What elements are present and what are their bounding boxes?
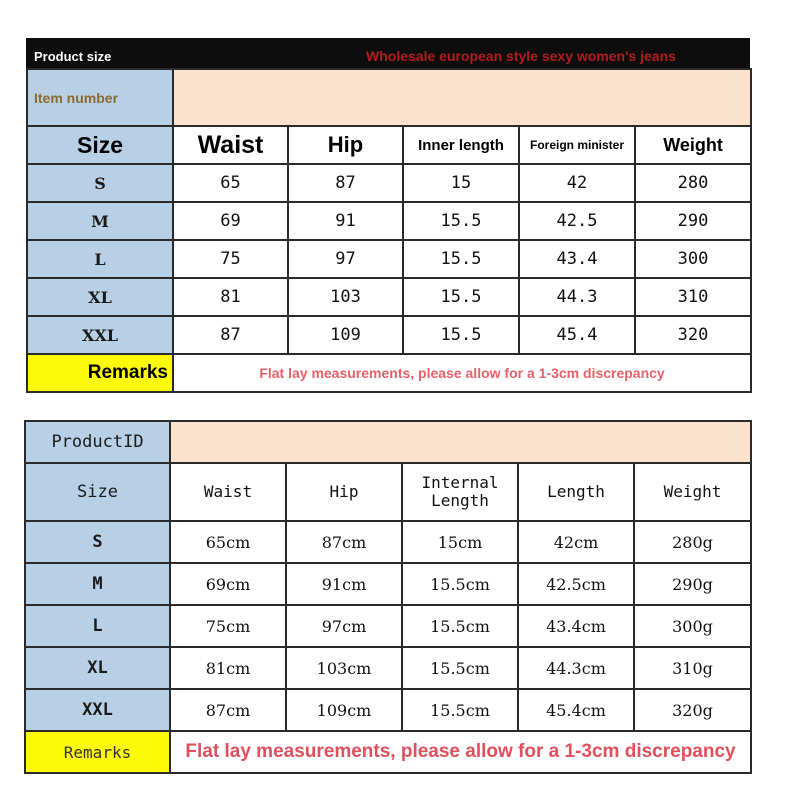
size-cell: M	[27, 202, 173, 240]
table-row	[25, 521, 751, 563]
item-number-label: Item number	[27, 69, 173, 126]
size-cell: XXL	[25, 689, 170, 731]
remarks-label: Remarks	[25, 731, 170, 773]
product-id-value	[170, 421, 751, 463]
column-header-internal-length: Internal Length	[402, 463, 518, 521]
inner-length-cell: 15	[403, 164, 519, 202]
column-header-foreign-minister: Foreign minister	[519, 126, 635, 164]
column-header-weight: Weight	[635, 126, 751, 164]
table-row	[27, 240, 751, 278]
remarks-row	[27, 354, 751, 392]
weight-cell: 320	[635, 316, 751, 354]
waist-cell: 75	[173, 240, 288, 278]
column-header-hip: Hip	[286, 463, 402, 521]
length-cell: 43.4cm	[518, 605, 634, 647]
size-cell: L	[25, 605, 170, 647]
inner-length-cell: 15.5	[403, 278, 519, 316]
waist-cell: 81	[173, 278, 288, 316]
inner-length-cell: 15.5	[403, 316, 519, 354]
column-header-length: Length	[518, 463, 634, 521]
waist-cell: 87	[173, 316, 288, 354]
column-header-weight: Weight	[634, 463, 751, 521]
internal-length-cell: 15.5cm	[402, 563, 518, 605]
waist-cell: 87cm	[170, 689, 286, 731]
hip-cell: 91	[288, 202, 403, 240]
weight-cell: 280	[635, 164, 751, 202]
size-cell: S	[27, 164, 173, 202]
column-header-size: Size	[25, 463, 170, 521]
hip-cell: 97	[288, 240, 403, 278]
waist-cell: 69cm	[170, 563, 286, 605]
table-row	[25, 647, 751, 689]
size-cell: XL	[27, 278, 173, 316]
size-chart-grid-1	[26, 68, 752, 393]
table-row	[27, 202, 751, 240]
weight-cell: 310g	[634, 647, 751, 689]
table-row	[25, 605, 751, 647]
weight-cell: 300g	[634, 605, 751, 647]
length-cell: 42.5cm	[518, 563, 634, 605]
hip-cell: 87cm	[286, 521, 402, 563]
foreign-minister-cell: 44.3	[519, 278, 635, 316]
weight-cell: 320g	[634, 689, 751, 731]
size-cell: L	[27, 240, 173, 278]
foreign-minister-cell: 42.5	[519, 202, 635, 240]
table-row	[27, 164, 751, 202]
column-header-size: Size	[27, 126, 173, 164]
waist-cell: 75cm	[170, 605, 286, 647]
column-header-inner-length: Inner length	[403, 126, 519, 164]
waist-cell: 81cm	[170, 647, 286, 689]
column-header-waist: Waist	[173, 126, 288, 164]
remarks-label: Remarks	[27, 354, 173, 392]
product-size-label: Product size	[34, 49, 112, 64]
remarks-text: Flat lay measurements, please allow for a 1-3cm discrepancy	[173, 354, 751, 392]
size-cell: XXL	[27, 316, 173, 354]
weight-cell: 300	[635, 240, 751, 278]
product-title: Wholesale european style sexy women's jeans	[366, 48, 676, 64]
waist-cell: 65	[173, 164, 288, 202]
weight-cell: 290	[635, 202, 751, 240]
internal-length-cell: 15.5cm	[402, 605, 518, 647]
size-chart-table-2	[24, 420, 750, 774]
hip-cell: 97cm	[286, 605, 402, 647]
length-cell: 42cm	[518, 521, 634, 563]
table-header-row	[27, 126, 751, 164]
internal-length-cell: 15.5cm	[402, 689, 518, 731]
product-id-row	[25, 421, 751, 463]
length-cell: 45.4cm	[518, 689, 634, 731]
internal-length-cell: 15.5cm	[402, 647, 518, 689]
hip-cell: 103cm	[286, 647, 402, 689]
waist-cell: 65cm	[170, 521, 286, 563]
remarks-row	[25, 731, 751, 773]
item-number-row	[27, 69, 751, 126]
product-id-label: ProductID	[25, 421, 170, 463]
weight-cell: 310	[635, 278, 751, 316]
waist-cell: 69	[173, 202, 288, 240]
remarks-text: Flat lay measurements, please allow for a 1-3cm discrepancy	[170, 731, 751, 773]
item-number-value	[173, 69, 751, 126]
inner-length-cell: 15.5	[403, 240, 519, 278]
column-header-waist: Waist	[170, 463, 286, 521]
hip-cell: 103	[288, 278, 403, 316]
size-cell: XL	[25, 647, 170, 689]
foreign-minister-cell: 43.4	[519, 240, 635, 278]
size-cell: S	[25, 521, 170, 563]
column-header-hip: Hip	[288, 126, 403, 164]
size-chart-grid-2	[24, 420, 752, 774]
table-row	[25, 689, 751, 731]
foreign-minister-cell: 45.4	[519, 316, 635, 354]
product-size-header-bar	[26, 38, 750, 68]
hip-cell: 87	[288, 164, 403, 202]
hip-cell: 109cm	[286, 689, 402, 731]
hip-cell: 91cm	[286, 563, 402, 605]
hip-cell: 109	[288, 316, 403, 354]
inner-length-cell: 15.5	[403, 202, 519, 240]
length-cell: 44.3cm	[518, 647, 634, 689]
size-chart-table-1	[26, 38, 750, 393]
table-row	[27, 278, 751, 316]
table-row	[27, 316, 751, 354]
table-row	[25, 563, 751, 605]
size-cell: M	[25, 563, 170, 605]
foreign-minister-cell: 42	[519, 164, 635, 202]
internal-length-cell: 15cm	[402, 521, 518, 563]
weight-cell: 280g	[634, 521, 751, 563]
table-header-row	[25, 463, 751, 521]
weight-cell: 290g	[634, 563, 751, 605]
